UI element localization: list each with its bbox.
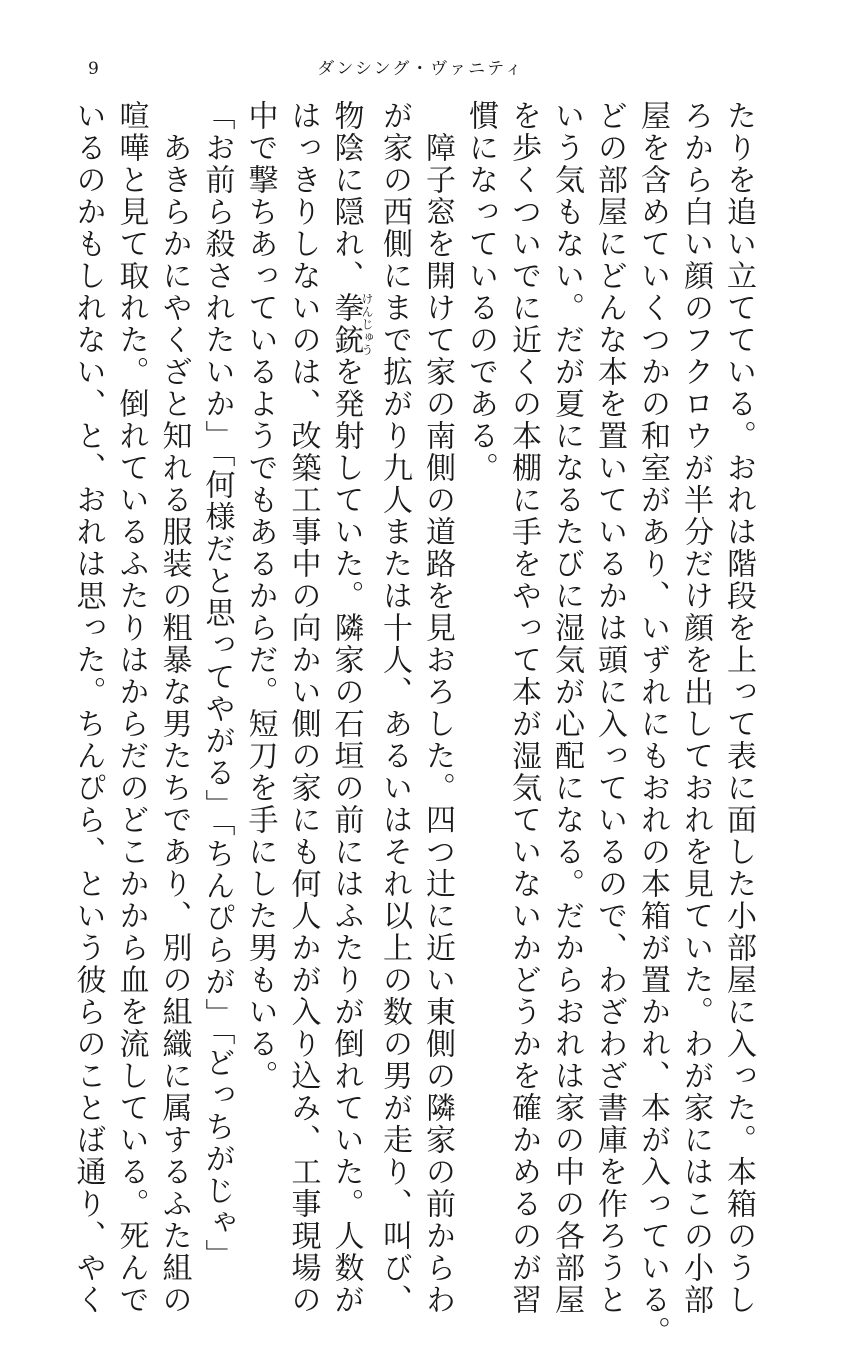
page-number: 9: [88, 59, 99, 79]
ruby-base: 拳銃: [328, 292, 364, 356]
text-line: 慣になっているのである。: [463, 100, 498, 484]
text-line: 障子窓を開けて家の南側の道路を見おろした。四つ辻に近い東側の隣家の前からわ: [420, 100, 455, 1316]
body-text: [70, 100, 760, 1348]
text-line: ろから白い顔のフクロウが半分だけ顔を出しておれを見ていた。わが家にはこの小部: [678, 100, 713, 1316]
running-title: ダンシング・ヴァニティ: [317, 59, 524, 79]
page-header: [0, 58, 841, 88]
ruby-annotation: [328, 292, 374, 356]
ruby-reading: けんじゅう: [360, 292, 374, 356]
text-line: が家の西側にまで拡がり九人または十人、あるいはそれ以上の数の男が走り、叫び、: [377, 100, 412, 1316]
text-line: 中で撃ちあっているようでもあるからだ。短刀を手にした男もいる。: [242, 100, 278, 1092]
text-line: 屋を含めていくつかの和室があり、いずれにもおれの本箱が置かれ、本が入っている。: [635, 100, 670, 1348]
text-segment: を発射していた。隣家の石垣の前にはふたりが倒れていた。人数が: [328, 356, 364, 1316]
text-line: 「お前ら殺されたいか」「何様だと思ってやがる」「ちんぴらが」「どっちがじゃ」: [199, 100, 235, 1271]
text-line: 喧嘩と見て取れた。倒れているふたりはからだのどこかから血を流している。死んで: [113, 100, 149, 1316]
text-line-with-ruby: [325, 100, 374, 1316]
text-line: どの部屋にどんな本を置いているかは頭に入っているので、わざわざ書庫を作ろうと: [592, 100, 627, 1316]
text-line: たりを追い立てている。おれは階段を上って表に面した小部屋に入った。本箱のうし: [721, 100, 756, 1316]
text-line: を歩くついでに近くの本棚に手をやって本が湿気ていないかどうかを確かめるのが習: [506, 100, 541, 1316]
text-line: いるのかもしれない、と、おれは思った。ちんぴら、という彼らのことば通り、やく: [70, 100, 106, 1316]
text-line: はっきりしないのは、改築工事中の向かい側の家にも何人かが入り込み、工事現場の: [285, 100, 321, 1316]
text-segment: 物陰に隠れ、: [328, 100, 364, 292]
text-line: あきらかにやくざと知れる服装の粗暴な男たちであり、別の組織に属するふた組の: [156, 100, 192, 1316]
text-line: いう気もない。だが夏になるたびに湿気が心配になる。だからおれは家の中の各部屋: [549, 100, 584, 1316]
